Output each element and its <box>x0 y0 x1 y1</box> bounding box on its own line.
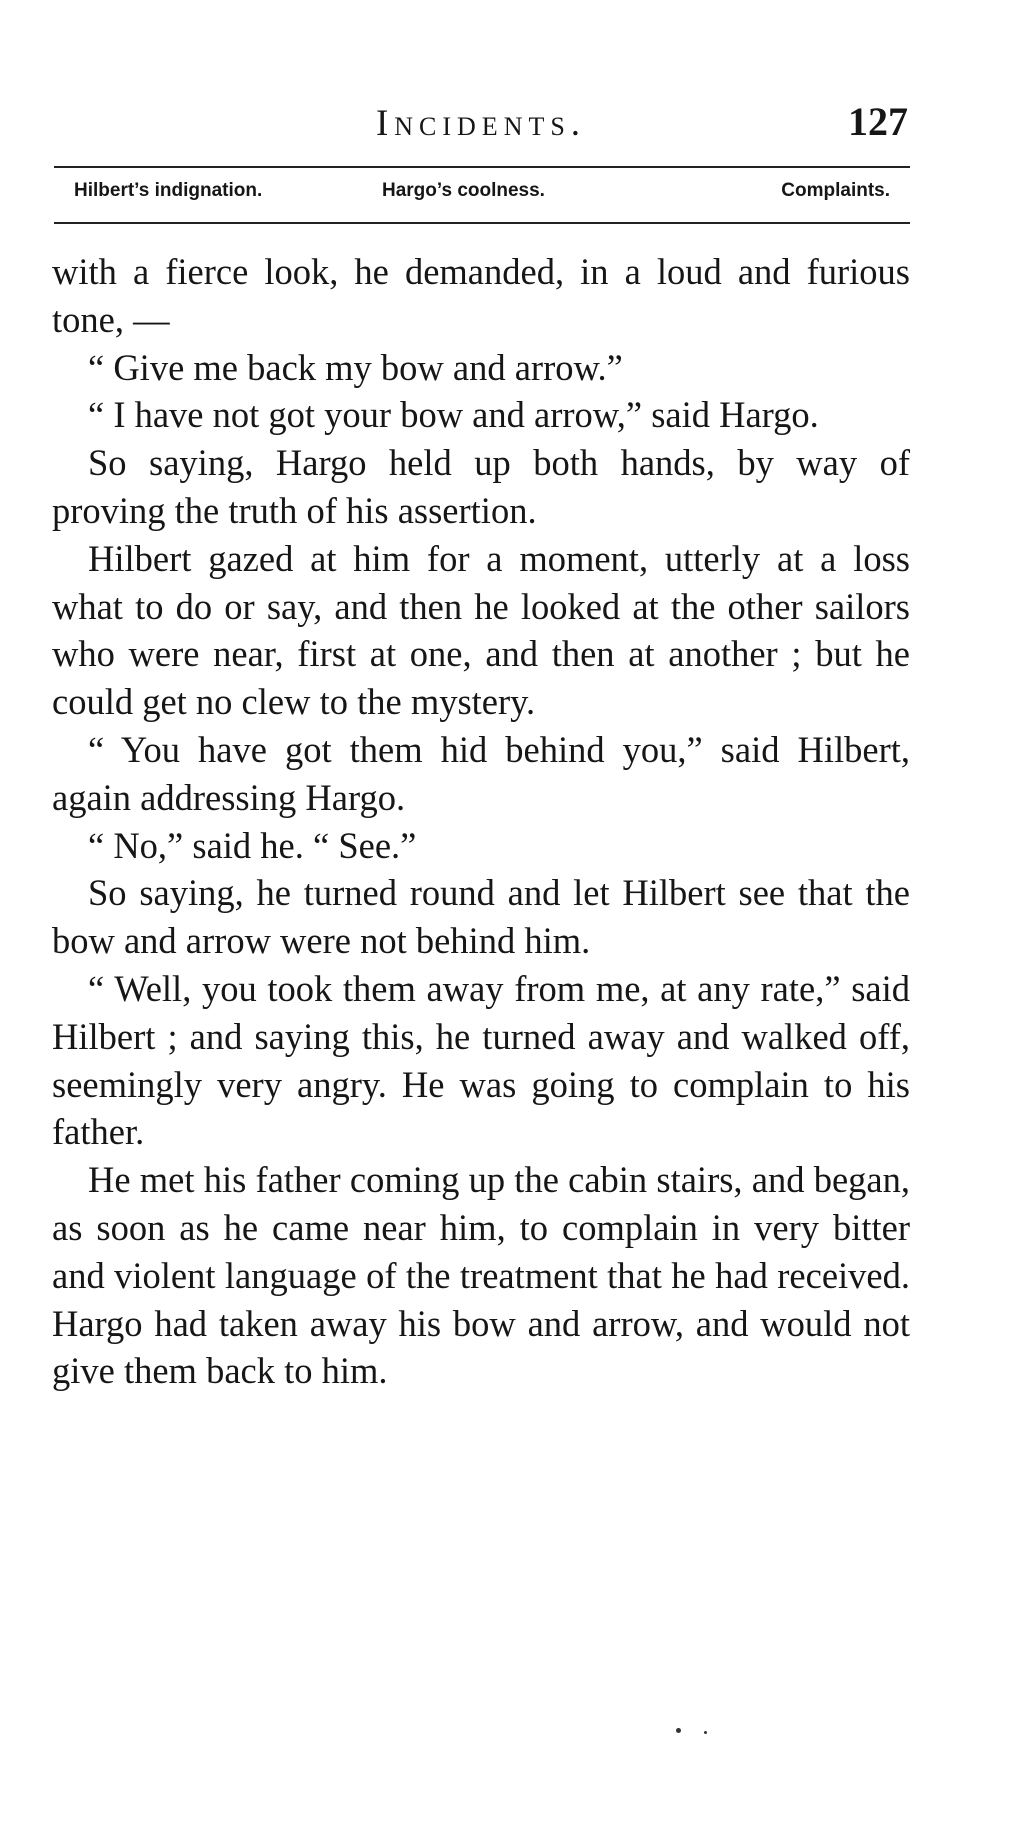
subhead-right: Complaints. <box>781 180 890 201</box>
paragraph: “ You have got them hid behind you,” said Hilbert, again addressing Hargo. <box>52 728 910 818</box>
header-rule-bottom <box>54 222 910 224</box>
paragraph: “ Well, you took them away from me, at any rate,” said Hilbert ; and saying this, he turned away and walked off, seemingly very angry. He was going to complain to his father. <box>52 967 910 1153</box>
paragraph: “ No,” said he. “ See.” <box>88 824 417 866</box>
page-number: 127 <box>848 99 908 144</box>
paragraph: He met his father coming up the cabin stairs, and began, as soon as he came near him, to complain in very bitter and violent language of the treatment that he had received. Hargo had taken away his bow and arrow, and would not give them back to him. <box>52 1159 910 1392</box>
body-text <box>52 248 910 1395</box>
print-specks <box>676 1728 716 1736</box>
paragraph: “ Give me back my bow and arrow.” <box>88 346 623 388</box>
header-rule-top <box>54 166 910 168</box>
subhead-center: Hargo’s coolness. <box>382 180 545 201</box>
subhead-left: Hilbert’s indignation. <box>74 180 263 201</box>
ink-speck <box>676 1728 681 1733</box>
ink-speck <box>704 1731 707 1734</box>
paragraph: “ I have not got your bow and arrow,” said Hargo. <box>88 394 819 436</box>
running-title: Incidents. <box>375 103 587 144</box>
section-subheads <box>74 180 890 210</box>
paragraph: So saying, he turned round and let Hilbert see that the bow and arrow were not behind him. <box>52 872 910 962</box>
paragraph: Hilbert gazed at him for a moment, utterly at a loss what to do or say, and then he looked at the other sailors who were near, first at one, and then at another ; but he could get no clew to the mystery. <box>52 537 910 723</box>
running-head <box>54 98 908 150</box>
paragraph: So saying, Hargo held up both hands, by way of proving the truth of his assertion. <box>52 442 910 531</box>
paragraph-continued: with a fierce look, he demanded, in a loud and furious tone, — <box>52 251 910 340</box>
